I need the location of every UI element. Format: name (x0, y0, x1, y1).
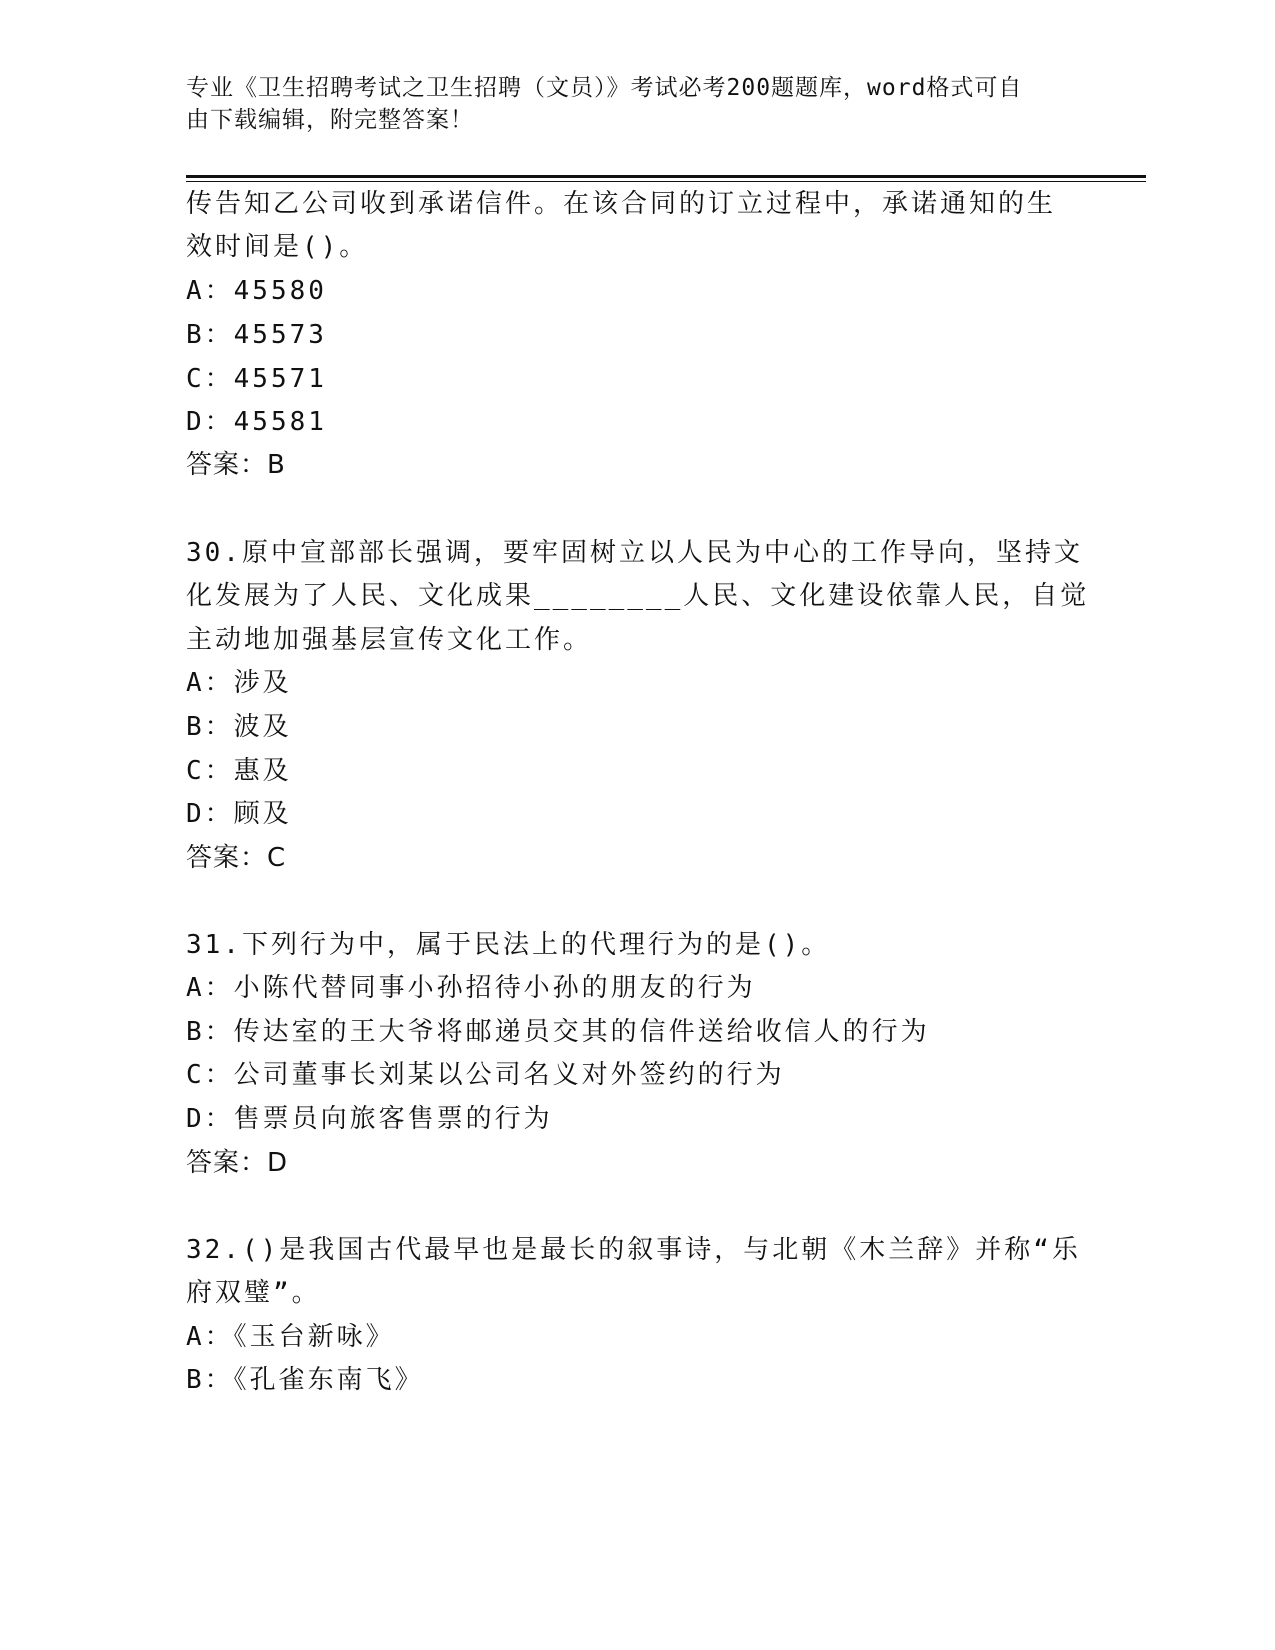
header-line-1: 专业《卫生招聘考试之卫生招聘（文员）》考试必考200题题库，word格式可自 (186, 75, 1023, 101)
question-31-answer: 答案：D (186, 1148, 289, 1178)
question-30-option-a: A：涉及 (186, 668, 292, 698)
question-31-option-a: A：小陈代替同事小孙招待小孙的朋友的行为 (186, 973, 756, 1003)
question-31-option-c: C：公司董事长刘某以公司名义对外签约的行为 (186, 1060, 785, 1090)
question-30-option-b: B：波及 (186, 712, 292, 742)
question-29-option-d: D：45581 (186, 407, 327, 437)
question-30-answer: 答案：C (186, 843, 287, 873)
question-29-option-a: A：45580 (186, 276, 327, 306)
question-29-option-c: C：45571 (186, 364, 327, 394)
question-32-option-b: B：《孔雀东南飞》 (186, 1365, 424, 1395)
question-30-option-c: C：惠及 (186, 756, 292, 786)
question-31-text-line-1: 31.下列行为中，属于民法上的代理行为的是()。 (186, 930, 831, 960)
header-rule-thin (186, 181, 1146, 182)
header-line-2: 由下载编辑，附完整答案！ (186, 107, 474, 133)
question-30-text-line-2: 化发展为了人民、文化成果________人民、文化建设依靠人民，自觉 (186, 581, 1090, 611)
document-header (186, 72, 1066, 136)
question-29-option-b: B：45573 (186, 320, 327, 350)
question-32-text-line-1: 32.()是我国古代最早也是最长的叙事诗，与北朝《木兰辞》并称“乐 (186, 1235, 1081, 1265)
question-29-text-line-1: 传告知乙公司收到承诺信件。在该合同的订立过程中，承诺通知的生 (186, 189, 1057, 219)
question-32-option-a: A：《玉台新咏》 (186, 1322, 395, 1352)
question-31-option-d: D：售票员向旅客售票的行为 (186, 1104, 553, 1134)
question-29-answer: 答案：B (186, 450, 286, 480)
question-30-option-d: D：顾及 (186, 799, 292, 829)
question-32-text-line-2: 府双璧”。 (186, 1278, 321, 1308)
question-29-text-line-2: 效时间是()。 (186, 232, 369, 262)
question-30-text-line-1: 30.原中宣部部长强调，要牢固树立以人民为中心的工作导向，坚持文 (186, 538, 1083, 568)
header-rule-thick (186, 175, 1146, 178)
question-31-option-b: B：传达室的王大爷将邮递员交其的信件送给收信人的行为 (186, 1017, 930, 1047)
question-30-text-line-3: 主动地加强基层宣传文化工作。 (186, 625, 593, 655)
